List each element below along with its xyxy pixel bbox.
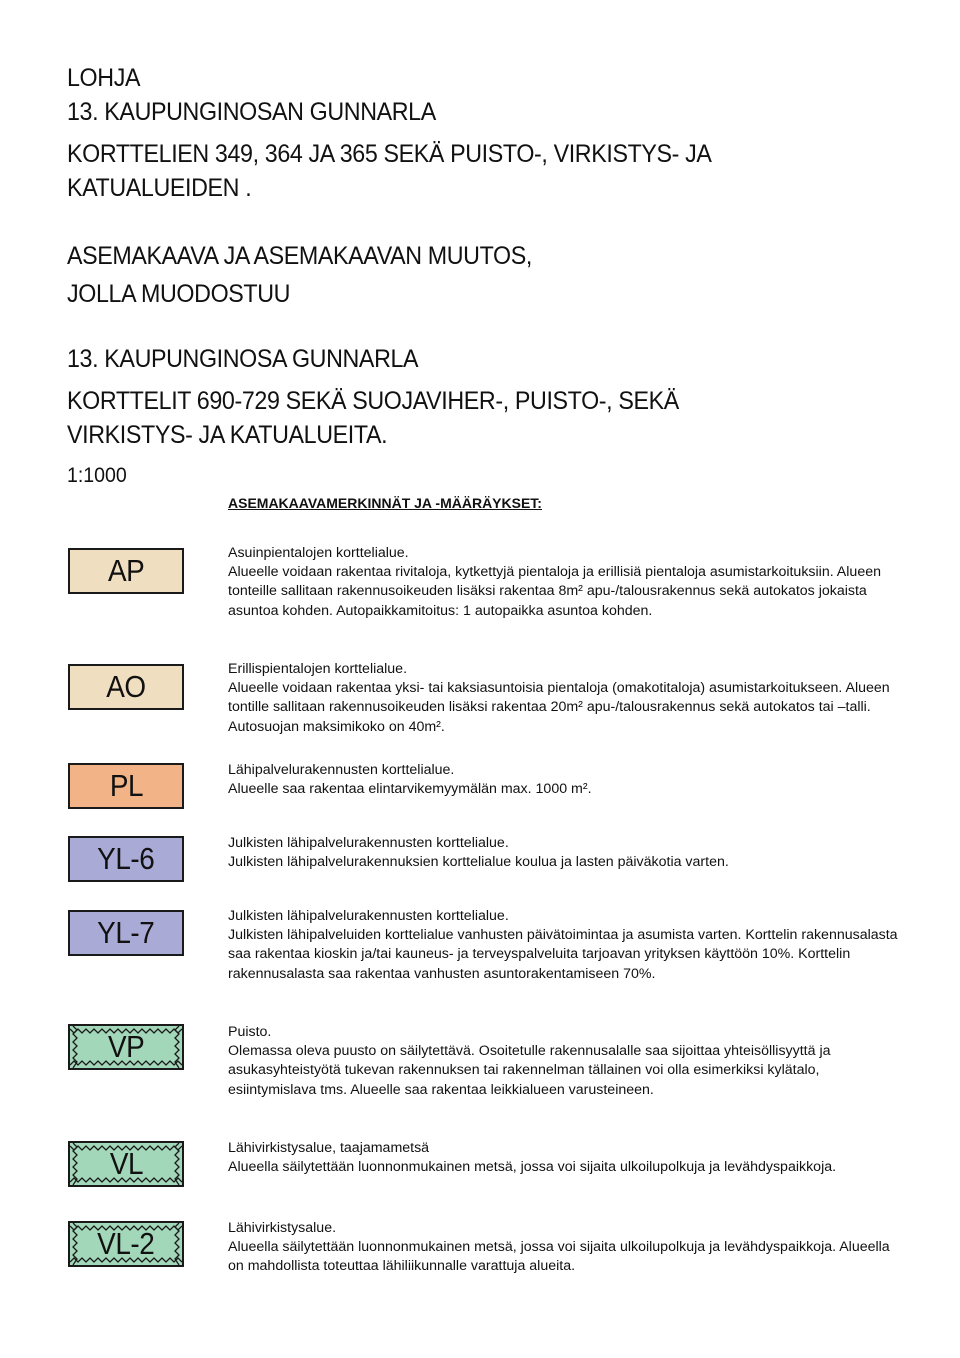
legend-code-vl: VL: [109, 1146, 143, 1181]
legend-description-pl: [228, 761, 908, 799]
scale-label: 1:1000: [67, 464, 127, 487]
legend-code-yl-6: YL-6: [97, 841, 155, 876]
legend-code-ap: AP: [107, 553, 145, 588]
legend-code-vp: VP: [107, 1029, 145, 1064]
section-heading: ASEMAKAAVAMERKINNÄT JA -MÄÄRÄYKSET:: [228, 495, 542, 511]
legend-title-ap: Asuinpientalojen korttelialue.: [228, 545, 409, 561]
legend-text-ao: Alueelle voidaan rakentaa yksi- tai kaksiasuntoisia pientaloja (omakotitaloja) asumistarkoitukseen. Alueen tontille sallitaan rakennusoikeuden lisäksi rakentaa 20m² apu-/talousrakennus sekä autokatos tai –talli. Autosuojan maksimikoko on 40m².: [228, 680, 890, 735]
legend-description-vl-2: [228, 1219, 908, 1277]
legend-title-pl: Lähipalvelurakennusten korttelialue.: [228, 762, 455, 778]
legend-swatch-pl: [68, 763, 184, 809]
legend-title-yl-6: Julkisten lähipalvelurakennusten korttelialue.: [228, 835, 509, 851]
title-line-8: KORTTELIT 690-729 SEKÄ SUOJAVIHER-, PUISTO-, SEKÄ: [67, 387, 679, 415]
legend-text-pl: Alueelle saa rakentaa elintarvikemyymälän max. 1000 m².: [228, 781, 592, 798]
legend-title-ao: Erillispientalojen korttelialue.: [228, 661, 408, 677]
title-line-7: 13. KAUPUNGINOSA GUNNARLA: [67, 345, 419, 373]
legend-description-vl: [228, 1139, 908, 1177]
legend-code-ao: AO: [106, 669, 146, 704]
legend-description-yl-6: [228, 834, 908, 872]
title-line-1: LOHJA: [67, 64, 141, 92]
legend-text-vl-2: Alueella säilytettään luonnonmukainen metsä, jossa voi sijaita ulkoilupolkuja ja levähdyspaikkoja. Alueella on mahdollista toteuttaa lähiliikunnalle varattuja alueita.: [228, 1239, 890, 1275]
legend-title-vp: Puisto.: [228, 1024, 272, 1040]
legend-swatch-yl-6: [68, 836, 184, 882]
legend-swatch-vl-2: [68, 1221, 184, 1267]
legend-text-yl-6: Julkisten lähipalvelurakennuksien korttelialue koulua ja lasten päiväkotia varten.: [228, 854, 729, 871]
legend-description-ao: [228, 660, 908, 737]
legend-text-vl: Alueella säilytettään luonnonmukainen metsä, jossa voi sijaita ulkoilupolkuja ja levähdyspaikkoja.: [228, 1159, 837, 1176]
title-line-6: JOLLA MUODOSTUU: [67, 280, 291, 308]
legend-code-yl-7: YL-7: [97, 915, 155, 950]
legend-code-pl: PL: [109, 768, 143, 803]
legend-swatch-vp: [68, 1024, 184, 1070]
legend-text-yl-7: Julkisten lähipalveluiden korttelialue vanhusten päivätoimintaa ja asumista varten. Korttelin rakennusalasta saa rakentaa kioskin ja/tai kauneus- ja terveyspalveluita tarjoavan yrityksen käyttöön 10%. Korttelin rakennusalasta saa rakentaa vanhusten asuntorakentamiseen 70%.: [228, 927, 898, 982]
title-line-5: ASEMAKAAVA JA ASEMAKAAVAN MUUTOS,: [67, 242, 532, 270]
title-line-3: KORTTELIEN 349, 364 JA 365 SEKÄ PUISTO-, VIRKISTYS- JA: [67, 140, 712, 168]
legend-description-vp: [228, 1023, 908, 1100]
legend-title-vl: Lähivirkistysalue, taajamametsä: [228, 1140, 430, 1156]
legend-text-ap: Alueelle voidaan rakentaa rivitaloja, kytkettyjä pientaloja ja erillisiä pientaloja asumistarkoituksiin. Alueen tonteille sallitaan rakennusoikeuden lisäksi rakentaa 8m² apu-/talousrakennus sekä autokatos jokaista asuntoa kohden. Autopaikkamitoitus: 1 autopaikka asuntoa kohden.: [228, 564, 881, 619]
legend-swatch-yl-7: [68, 910, 184, 956]
legend-swatch-vl: [68, 1141, 184, 1187]
legend-description-ap: [228, 544, 908, 621]
title-line-2: 13. KAUPUNGINOSAN GUNNARLA: [67, 98, 436, 126]
legend-swatch-ao: [68, 664, 184, 710]
legend-description-yl-7: [228, 907, 908, 984]
title-line-9: VIRKISTYS- JA KATUALUEITA.: [67, 421, 388, 449]
legend-text-vp: Olemassa oleva puusto on säilytettävä. Osoitetulle rakennusalalle saa sijoittaa yhteisöllisyyttä ja asukasyhteistyötä tukevan rakennuksen tai rakennelman tällainen voi olla esimerkiksi kylätalo, esiintymislava tms. Alueelle saa rakentaa leikkialueen varusteineen.: [228, 1043, 831, 1098]
title-line-4: KATUALUEIDEN .: [67, 174, 252, 202]
legend-title-yl-7: Julkisten lähipalvelurakennusten korttelialue.: [228, 908, 509, 924]
legend-title-vl-2: Lähivirkistysalue.: [228, 1220, 337, 1236]
legend-code-vl-2: VL-2: [97, 1226, 155, 1261]
legend-swatch-ap: [68, 548, 184, 594]
